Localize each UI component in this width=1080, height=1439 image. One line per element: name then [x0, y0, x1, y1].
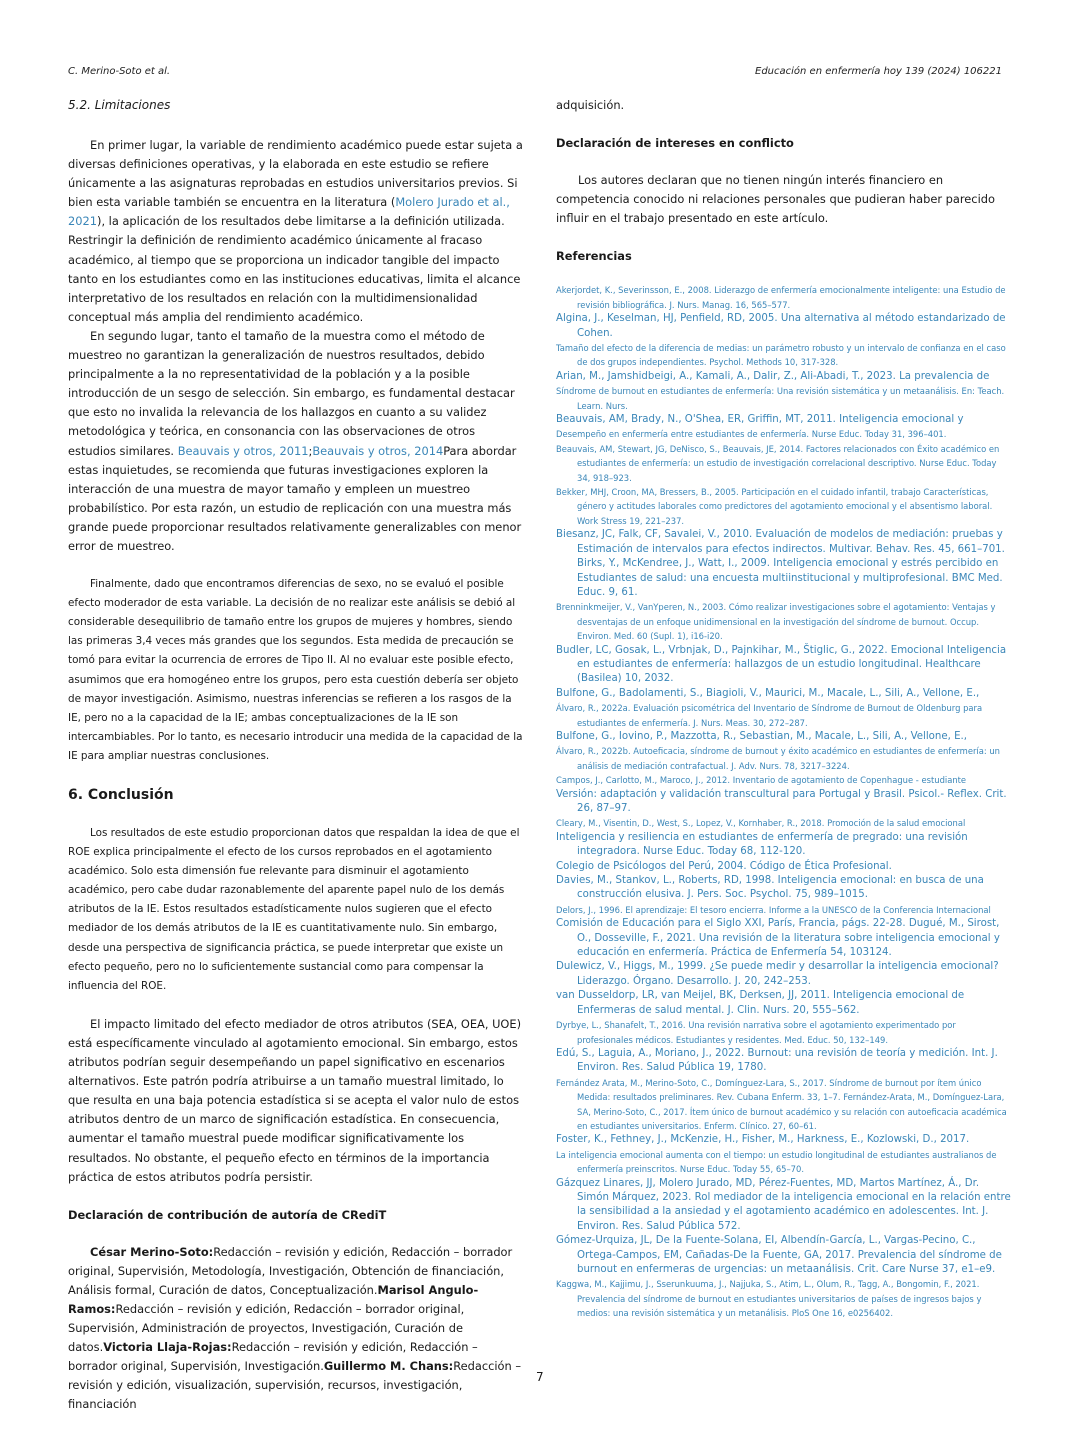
- paragraph-conclusion-1: Los resultados de este estudio proporcionan datos que respaldan la idea de que el ROE explica principalmente el efecto de los cursos reprobados en el agotamiento académico. Solo esta dimensión fue relevante para disminuir el agotamiento académico, pero cabe dudar razonablemente del aparente papel nulo de los demás atributos de la IE. Estos resultados estadísticamente nulos sugieren que el efecto mediador de los demás atributos de la IE es cuantitativamente nulo. Sin embargo, desde una perspectiva de significancia práctica, se puede interpretar que existe un efecto pequeño, pero no lo suficientemente sustancial como para compensar la influencia del ROE.: [68, 827, 520, 992]
- right-column: [556, 96, 1012, 1321]
- reference-item[interactable]: Dyrbye, L., Shanafelt, T., 2016. Una revisión narrativa sobre el agotamiento experimentado por profesionales médicos. Estudiantes y residentes. Med. Educ. 50, 132–149.: [556, 1020, 956, 1045]
- reference-item[interactable]: Akerjordet, K., Severinsson, E., 2008. Liderazgo de enfermería emocionalmente inteligente: una Estudio de revisión bibliográfica. J. Nurs. Manag. 16, 565–577.: [556, 285, 1006, 310]
- reference-item[interactable]: Colegio de Psicólogos del Perú, 2004. Código de Ética Profesional.: [556, 860, 892, 872]
- section-title-limitations: 5.2. Limitaciones: [68, 98, 171, 112]
- reference-item[interactable]: Davies, M., Stankov, L., Roberts, RD, 1998. Inteligencia emocional: en busca de una construcción elusiva. J. Pers. Soc. Psychol. 75, 989–1015.: [556, 875, 984, 901]
- reference-item[interactable]: Beauvais, AM, Brady, N., O'Shea, ER, Griffin, MT, 2011. Inteligencia emocional y: [556, 414, 964, 426]
- reference-item[interactable]: Bulfone, G., Iovino, P., Mazzotta, R., Sebastian, M., Macale, L., Sili, A., Vellone, E.,: [556, 730, 968, 742]
- reference-item[interactable]: Bulfone, G., Badolamenti, S., Biagioli, V., Maurici, M., Macale, L., Sili, A., Vellone, E.,: [556, 687, 980, 699]
- reference-item[interactable]: Bekker, MHJ, Croon, MA, Bressers, B., 2005. Participación en el cuidado infantil, trabajo Características, género y actitudes laborales como predictores del agotamiento emocional y el absentismo laboral. Work Stress 19, 221–237.: [556, 487, 993, 526]
- citation-link-beauvais-2011[interactable]: Beauvais y otros, 2011: [177, 443, 309, 458]
- reference-item[interactable]: Comisión de Educación para el Siglo XXI, París, Francia, págs. 22-28. Dugué, M., Sirost, O., Dosseville, F., 2021. Una revisión de la literatura sobre inteligencia emocional y educación en enfermería. Práctica de Enfermería 54, 103124.: [556, 918, 1000, 959]
- reference-item[interactable]: La inteligencia emocional aumenta con el tiempo: un estudio longitudinal de estudiantes australianos de enfermería preinscritos. Nurse Educ. Today 55, 65–70.: [556, 1149, 997, 1175]
- section-title-credit: Declaración de contribución de autoría de CRediT: [68, 1207, 387, 1222]
- reference-item[interactable]: Fernández Arata, M., Merino-Soto, C., Domínguez-Lara, S., 2017. Síndrome de burnout por ítem único Medida: resultados preliminares. Rev. Cubana Enferm. 33, 1–7. Fernández-Arata, M., Domínguez-Lara, SA, Merino-Soto, C., 2017. Ítem único de burnout académico y su relación con autoeficacia académica en estudiantes universitarios. Enferm. Clínico. 27, 60–61.: [556, 1077, 1007, 1131]
- paragraph-limitations-1: En primer lugar, la variable de rendimiento académico puede estar sujeta a diversas definiciones operativas, y la elaborada en este estudio se refiere únicamente a las asignaturas reprobadas en estudios universitarios previos. Si bien esta variable también se encuentra en la literatura (Molero Jurado et al., 2021), la aplicación de los resultados debe limitarse a la definición utilizada. Restringir la definición de rendimiento académico únicamente al fracaso académico, al tiempo que se proporciona un indicador tangible del impacto tanto en los estudiantes como en las instituciones educativas, limita el alcance interpretativo de los resultados en relación con la multidimensionalidad conceptual más amplia del rendimiento académico.: [68, 138, 523, 324]
- reference-item[interactable]: Campos, J., Carlotto, M., Maroco, J., 2012. Inventario de agotamiento de Copenhague - estudiante: [556, 775, 967, 786]
- reference-item[interactable]: Álvaro, R., 2022a. Evaluación psicométrica del Inventario de Síndrome de Burnout de Oldenburg para estudiantes de enfermería. J. Nurs. Meas. 30, 272–287.: [556, 703, 983, 728]
- reference-item[interactable]: Beauvais, AM, Stewart, JG, DeNisco, S., Beauvais, JE, 2014. Factores relacionados con Éxito académico en estudiantes de enfermería: un estudio de investigación correlacional descriptivo. Nurse Educ. Today 34, 918–923.: [556, 443, 1000, 483]
- citation-link-molero[interactable]: Molero Jurado et al., 2021: [68, 195, 510, 229]
- reference-item[interactable]: Síndrome de burnout en estudiantes de enfermería: Una revisión sistemática y un metaanálisis. En: Teach. Learn. Nurs.: [556, 386, 1005, 411]
- reference-item[interactable]: Cleary, M., Visentin, D., West, S., Lopez, V., Kornhaber, R., 2018. Promoción de la salud emocional: [556, 818, 966, 829]
- reference-item[interactable]: Algina, J., Keselman, HJ, Penfield, RD, 2005. Una alternativa al método estandarizado de Cohen.: [556, 313, 1006, 339]
- section-title-conclusion: 6. Conclusión: [68, 787, 174, 803]
- reference-item[interactable]: Budler, LC, Gosak, L., Vrbnjak, D., Pajnkihar, M., Štiglic, G., 2022. Emocional Inteligencia en estudiantes de enfermería: hallazgos de un estudio longitudinal. Healthcare (Basilea) 10, 2032.: [556, 644, 1007, 685]
- paragraph-limitations-2: En segundo lugar, tanto el tamaño de la muestra como el método de muestreo no garantizan la generalización de nuestros resultados, debido principalmente a la no representatividad de la población y a la posible introducción de un sesgo de selección. Sin embargo, es fundamental destacar que esto no invalida la relevancia de los hallazgos en cuanto a su validez metodológica y teórica, en consonancia con las observaciones de otros estudios similares. Beauvais y otros, 2011;Beauvais y otros, 2014Para abordar estas inquietudes, se recomienda que futuras investigaciones exploren la interacción de una muestra de mayor tamaño y empleen un muestreo probabilístico. Por esta razón, un estudio de replicación con una muestra más grande puede proporcionar resultados relativamente generalizables con menor error de muestreo.: [68, 328, 522, 553]
- reference-item[interactable]: Inteligencia y resiliencia en estudiantes de enfermería de pregrado: una revisión integradora. Nurse Educ. Today 68, 112-120.: [556, 831, 968, 858]
- reference-item[interactable]: van Dusseldorp, LR, van Meijel, BK, Derksen, JJ, 2011. Inteligencia emocional de Enfermeras de salud mental. J. Clin. Nurs. 20, 555–562.: [556, 990, 965, 1016]
- section-title-references: Referencias: [556, 249, 632, 264]
- reference-item[interactable]: Gázquez Linares, JJ, Molero Jurado, MD, Pérez-Fuentes, MD, Martos Martínez, Á., Dr. Simón Márquez, 2023. Rol mediador de la inteligencia emocional en la relación entre la sensibilidad a la ansiedad y el agotamiento académico en adolescentes. Int. J. Environ. Res. Salud Pública 572.: [556, 1177, 1011, 1232]
- running-header-authors: C. Merino-Soto et al.: [68, 66, 171, 77]
- reference-item[interactable]: Gómez-Urquiza, JL, De la Fuente-Solana, EI, Albendín-García, L., Vargas-Pecino, C., Ortega-Campos, EM, Cañadas-De la Fuente, GA, 2017. Prevalencia del síndrome de burnout en enfermeras de urgencias: un metaanálisis. Crit. Care Nurse 37, e1–e9.: [556, 1235, 1002, 1275]
- reference-item[interactable]: Delors, J., 1996. El aprendizaje: El tesoro encierra. Informe a la UNESCO de la Conferencia Internacional: [556, 904, 991, 915]
- reference-item[interactable]: Edú, S., Laguia, A., Moriano, J., 2022. Burnout: una revisión de teoría y medición. Int. J. Environ. Res. Salud Pública 19, 1780.: [556, 1047, 998, 1074]
- citation-link-beauvais-2014[interactable]: Beauvais y otros, 2014: [312, 443, 444, 458]
- paragraph-limitations-3: Finalmente, dado que encontramos diferencias de sexo, no se evaluó el posible efecto moderador de esta variable. La decisión de no realizar este análisis se debió al considerable desequilibrio de tamaño entre los grupos de mujeres y hombres, siendo las primeras 3,4 veces más grandes que los segundos. Esta medida de precaución se tomó para evitar la ocurrencia de errores de Tipo II. Al no evaluar este posible efecto, asumimos que era homogéneo entre los grupos, pero esta cuestión debería ser objeto de mayor investigación. Asimismo, nuestras inferencias se refieren a los rasgos de la IE, pero no a la capacidad de la IE; ambas conceptualizaciones de la IE son intercambiables. Por lo tanto, es necesario introducir una medida de la capacidad de la IE para ampliar nuestras conclusiones.: [68, 578, 523, 762]
- credit-statement: César Merino-Soto:Redacción – revisión y edición, Redacción – borrador original, Supervisión, Metodología, Investigación, Obtención de financiación, Análisis formal, Curación de datos, Conceptualización.Marisol Angulo-Ramos:Redacción – revisión y edición, Redacción – borrador original, Supervisión, Administración de proyectos, Investigación, Curación de datos.Victoria Llaja-Rojas:Redacción – revisión y edición, Redacción – borrador original, Supervisión, Investigación.Guillermo M. Chans:Redacción – revisión y edición, visualización, supervisión, recursos, investigación, financiación: [68, 1244, 522, 1412]
- reference-item[interactable]: Arian, M., Jamshidbeigi, A., Kamali, A., Dalir, Z., Ali-Abadi, T., 2023. La prevalencia de: [556, 370, 990, 382]
- reference-item[interactable]: Dulewicz, V., Higgs, M., 1999. ¿Se puede medir y desarrollar la inteligencia emocional? Liderazgo. Órgano. Desarrollo. J. 20, 242–253.: [556, 961, 999, 987]
- reference-item[interactable]: Kaggwa, M., Kajjimu, J., Sserunkuuma, J., Najjuka, S., Atim, L., Olum, R., Tagg, A., Bongomin, F., 2021. Prevalencia del síndrome de burnout en estudiantes universitarios de países de ingresos bajos y medios: una revisión sistemática y un metanálisis. PloS One 16, e0256402.: [556, 1279, 982, 1319]
- reference-item[interactable]: Brenninkmeijer, V., VanYperen, N., 2003. Cómo realizar investigaciones sobre el agotamiento: Ventajas y desventajas de un enfoque unidimensional en la investigación del síndrome de burnout. Occup. Environ. Med. 60 (Supl. 1), i16-i20.: [556, 602, 996, 642]
- left-column: [68, 96, 525, 1415]
- reference-item[interactable]: Álvaro, R., 2022b. Autoeficacia, síndrome de burnout y éxito académico en estudiantes de enfermería: un análisis de mediación contrafactual. J. Adv. Nurs. 78, 3217–3224.: [556, 746, 1000, 771]
- reference-list: [556, 283, 1012, 1320]
- section-title-conflict: Declaración de intereses en conflicto: [556, 136, 794, 151]
- paragraph-conflict: Los autores declaran que no tienen ningún interés financiero en competencia conocido ni relaciones personales que pudieran haber parecido influir en el trabajo presentado en este artículo.: [556, 173, 995, 226]
- reference-item[interactable]: Versión: adaptación y validación transcultural para Portugal y Brasil. Psicol.- Reflex. Crit. 26, 87–97.: [556, 788, 1007, 814]
- running-header-journal: Educación en enfermería hoy 139 (2024) 106221: [755, 66, 1002, 77]
- paragraph-continuation: adquisición.: [556, 98, 625, 112]
- paragraph-conclusion-2: El impacto limitado del efecto mediador de otros atributos (SEA, OEA, UOE) está específicamente vinculado al agotamiento emocional. Sin embargo, estos atributos podrían seguir desempeñando un papel significativo en escenarios alternativos. Este patrón podría atribuirse a un tamaño muestral limitado, lo que resulta en una baja potencia estadística si se acepta el valor nulo de estos atributos dentro de un marco de significación estadística. En consecuencia, aumentar el tamaño muestral puede modificar significativamente los resultados. No obstante, el pequeño efecto en términos de la importancia práctica de estos atributos podría persistir.: [68, 1016, 522, 1184]
- page-number: 7: [536, 1370, 544, 1384]
- reference-item[interactable]: Desempeño en enfermería entre estudiantes de enfermería. Nurse Educ. Today 31, 396–401.: [556, 429, 947, 440]
- reference-item[interactable]: Foster, K., Fethney, J., McKenzie, H., Fisher, M., Harkness, E., Kozlowski, D., 2017.: [556, 1134, 970, 1146]
- reference-item[interactable]: Tamaño del efecto de la diferencia de medias: un parámetro robusto y un intervalo de confianza en el caso de dos grupos independientes. Psychol. Methods 10, 317-328.: [556, 343, 1006, 368]
- reference-item[interactable]: Biesanz, JC, Falk, CF, Savalei, V., 2010. Evaluación de modelos de mediación: pruebas y Estimación de intervalos para efectos indirectos. Multivar. Behav. Res. 45, 661–701. Birks, Y., McKendree, J., Watt, I., 2009. Inteligencia emocional y estrés percibido en Estudiantes de salud: una encuesta multiinstitucional y multiprofesional. BMC Med. Educ. 9, 61.: [556, 529, 1005, 598]
